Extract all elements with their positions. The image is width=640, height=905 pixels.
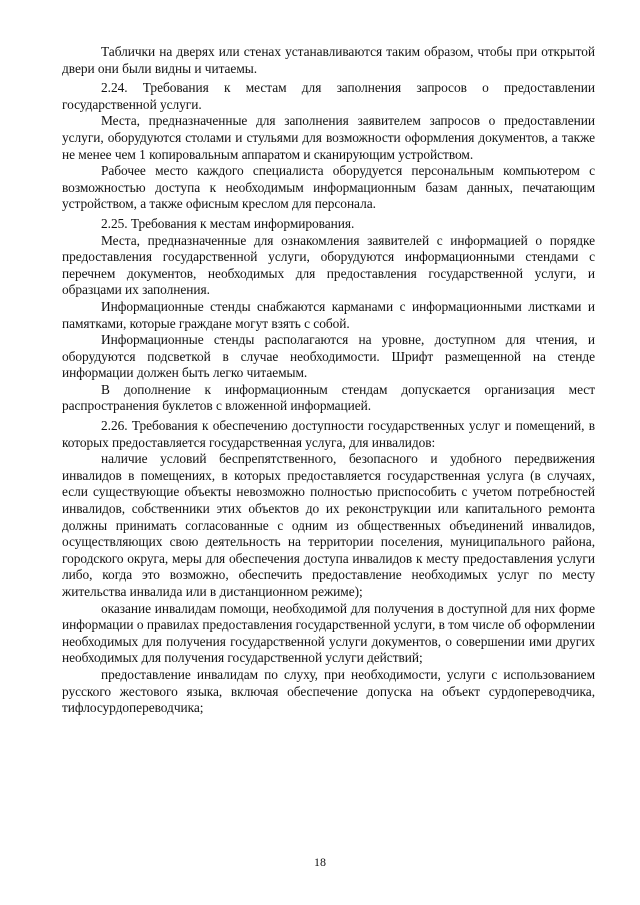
paragraph-unhindered-movement: наличие условий беспрепятственного, безопасного и удобного передвижения инвалидов в помещениях, в которых предоставляется государственная услуга (в случаях, если существующие объекты невозможно полностью приспособить с учетом потребностей инвалидов, собственники этих объектов до их реконструкции или капитального ремонта должны принимать согласованные с одним из общественных объединений инвалидов, осуществляющих свою деятельность на территории поселения, муниципального района, городского округа, меры для обеспечения доступа инвалидов к месту предоставления услуги либо, когда это возможно, обеспечить предоставление необходимых услуг по месту жительства инвалида или в дистанционном режиме); [62, 451, 595, 599]
paragraph-stand-pockets: Информационные стенды снабжаются карманами с информационными листками и памятками, которые граждане могут взять с собой. [62, 298, 595, 331]
page-number: 18 [314, 855, 326, 869]
paragraph-assistance: оказание инвалидам помощи, необходимой для получения в доступной для них форме информации о правилах предоставления государственной услуги, в том числе об оформлении необходимых для получения государственной услуги документов, о совершении ими других необходимых для получения государственной услуги действий; [62, 600, 595, 666]
section-heading-2-24: 2.24. Требования к местам для заполнения запросов о предоставлении государственной услуги. [62, 80, 595, 112]
paragraph-sign-language: предоставление инвалидам по слуху, при необходимости, услуги с использованием русского жестового языка, включая обеспечение допуска на объект сурдопереводчика, тифлосурдопереводчика; [62, 666, 595, 716]
paragraph-workplace: Рабочее место каждого специалиста оборудуется персональным компьютером с возможностью доступа к необходимым информационным базам данных, печатающим устройством, а также офисным креслом для персонала. [62, 163, 595, 212]
section-heading-2-25: 2.25. Требования к местам информирования. [101, 215, 355, 231]
paragraph-request-places: Места, предназначенные для заполнения заявителем запросов о предоставлении услуги, оборудуются столами и стульями для возможности оформления документов, а также не менее чем 1 копировальным аппаратом и сканирующим устройством. [62, 113, 595, 162]
section-heading-2-26: 2.26. Требования к обеспечению доступности государственных услуг и помещений, в которых предоставляется государственная услуга, для инвалидов: [62, 418, 595, 450]
paragraph-booklets: В дополнение к информационным стендам допускается организация мест распространения буклетов с вложенной информацией. [62, 381, 595, 414]
paragraph-door-signs: Таблички на дверях или стенах устанавливаются таким образом, чтобы при открытой двери они были видны и читаемы. [62, 44, 595, 76]
paragraph-stand-placement: Информационные стенды располагаются на уровне, доступном для чтения, и оборудуются подсветкой в случае необходимости. Шрифт размещенной на стенде информации должен быть легко читаемым. [62, 332, 595, 381]
paragraph-information-places: Места, предназначенные для ознакомления заявителей с информацией о порядке предоставления государственной услуги, оборудуются информационными стендами с перечнем документов, необходимых для предоставления государственной услуги, и образцами их заполнения. [62, 232, 595, 298]
page-body [62, 44, 595, 717]
